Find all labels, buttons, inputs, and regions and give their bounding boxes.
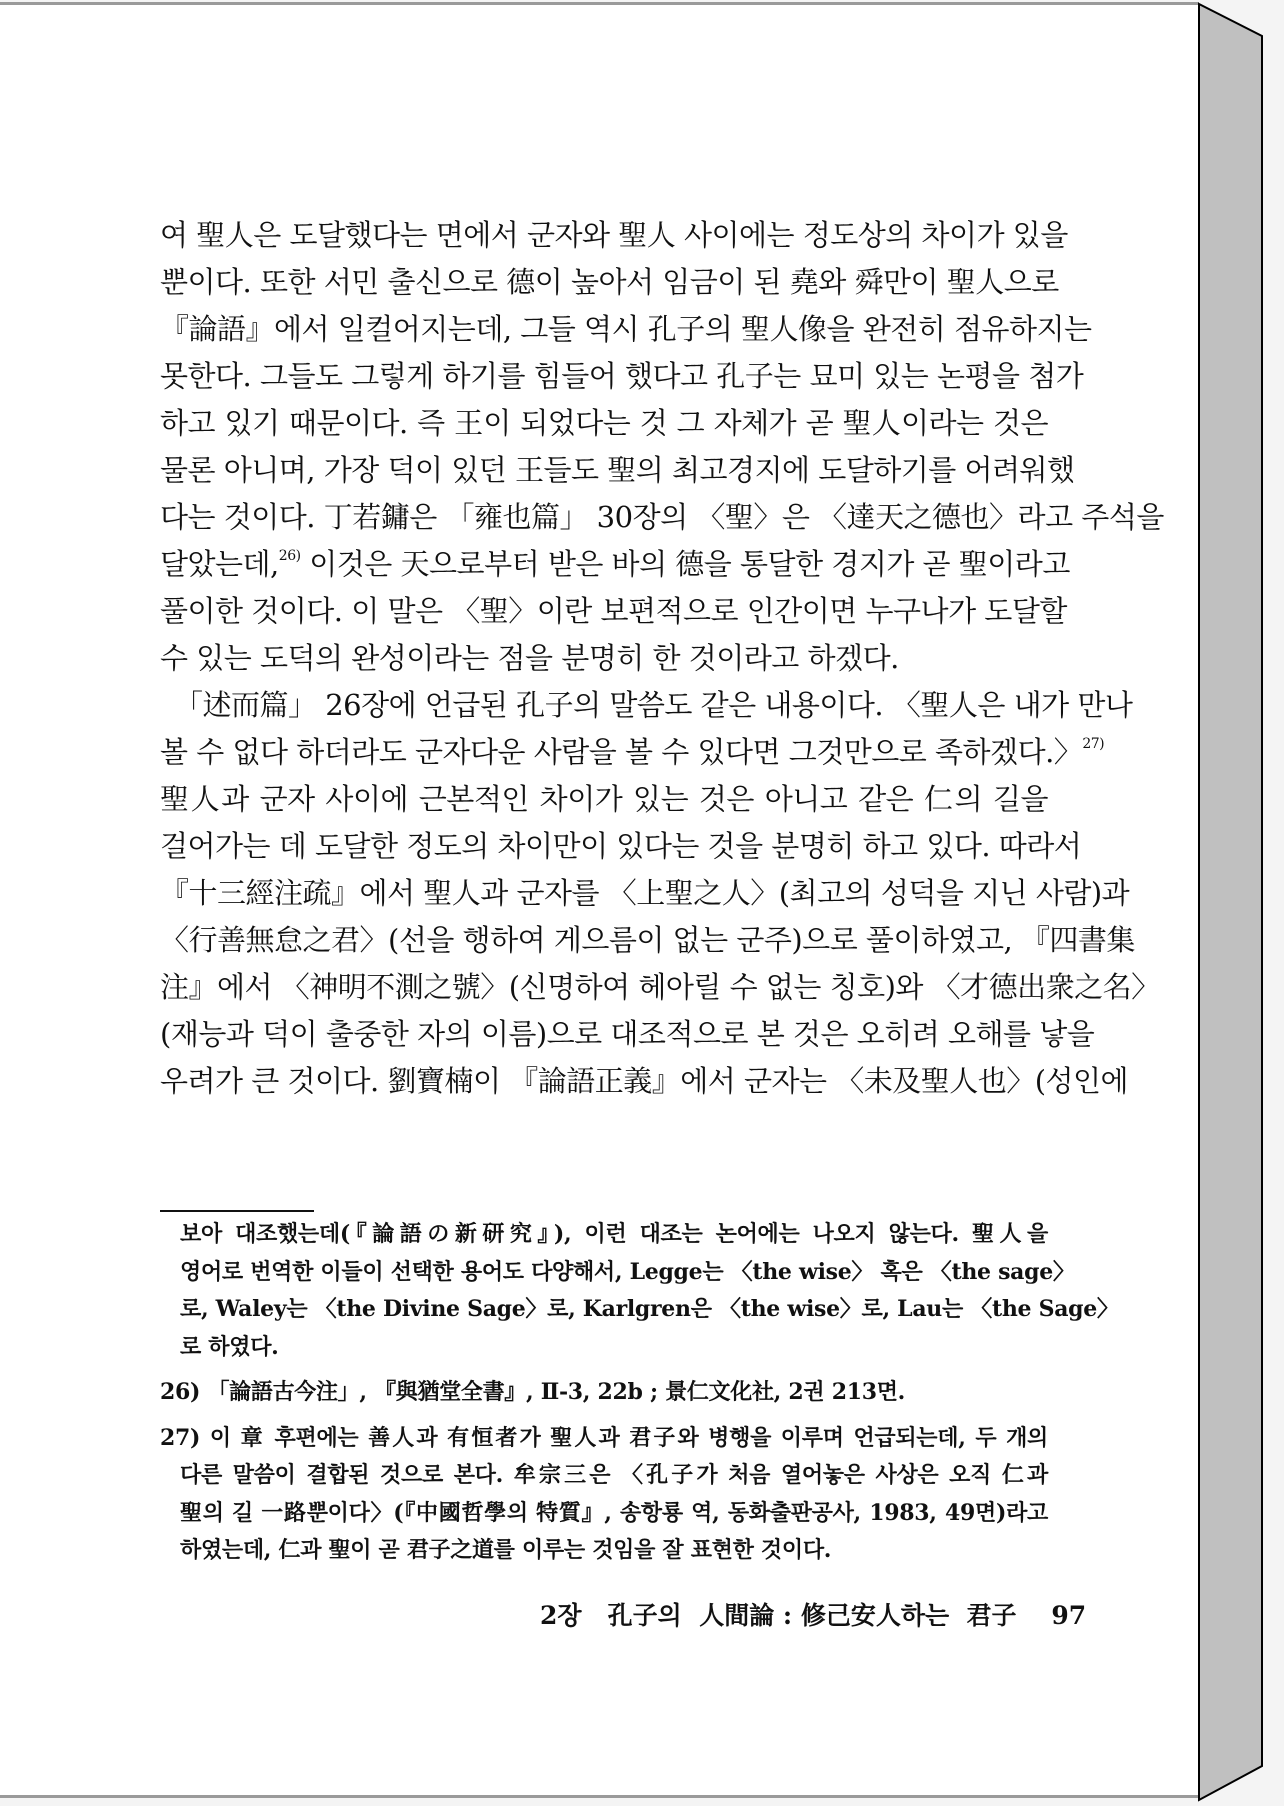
text-line: 『十三經注疏』에서 聖人과 군자를 〈上聖之人〉(최고의 성덕을 지닌 사람)과 <box>160 876 1130 910</box>
running-footer <box>540 1596 1086 1632</box>
text-line: 물론 아니며, 가장 덕이 있던 王들도 聖의 최고경지에 도달하기를 어려워했 <box>160 453 1075 487</box>
text-line: 걸어가는 데 도달한 정도의 차이만이 있다는 것을 분명히 하고 있다. 따라서 <box>160 829 1082 863</box>
footnotes <box>160 1216 1119 1570</box>
footnote-divider <box>160 1210 314 1212</box>
text-line: 『論語』에서 일컬어지는데, 그들 역시 孔子의 聖人像을 완전히 점유하지는 <box>160 312 1092 346</box>
text-line: 뿐이다. 또한 서민 출신으로 德이 높아서 임금이 된 堯와 舜만이 聖人으로 <box>160 265 1059 299</box>
text-line: 우려가 큰 것이다. 劉寶楠이 『論語正義』에서 군자는 〈未及聖人也〉(성인에 <box>160 1064 1129 1098</box>
text-line <box>160 729 1105 776</box>
footnote-line: 보아 대조했는데(『論語の新研究』), 이런 대조는 논어에는 나오지 않는다. 聖人을 <box>180 1221 1048 1247</box>
text-line: 注』에서 〈神明不測之號〉(신명하여 헤아릴 수 없는 칭호)와 〈才德出衆之名〉 <box>160 970 1160 1004</box>
body-text <box>160 212 1164 1105</box>
footnote-27: 27) 이 章 후편에는 善人과 有恒者가 聖人과 君子와 병행을 이루며 언급되는데, 두 개의 <box>160 1424 1048 1451</box>
text-fragment: 달았는데, <box>160 547 279 581</box>
text-line: 「述而篇」 26장에 언급된 孔子의 말씀도 같은 내용이다. 〈聖人은 내가 만나 <box>174 688 1133 722</box>
text-line: (재능과 덕이 출중한 자의 이름)으로 대조적으로 본 것은 오히려 오해를 낳을 <box>160 1017 1095 1051</box>
text-line <box>160 541 1070 588</box>
footnote-line: 하였는데, 仁과 聖이 곧 君子之道를 이루는 것임을 잘 표현한 것이다. <box>180 1537 832 1563</box>
page-number: 97 <box>1051 1601 1087 1630</box>
text-line: 하고 있기 때문이다. 즉 王이 되었다는 것 그 자체가 곧 聖人이라는 것은 <box>160 406 1048 440</box>
text-line: 못한다. 그들도 그렇게 하기를 힘들어 했다고 孔子는 묘미 있는 논평을 첨가 <box>160 359 1084 393</box>
text-line: 다는 것이다. 丁若鏞은 「雍也篇」 30장의 〈聖〉은 〈達天之德也〉라고 주석을 <box>160 500 1164 534</box>
footnote-line: 聖의 길 一路뿐이다〉(『中國哲學의 特質』, 송항룡 역, 동화출판공사, 1983, 49면)라고 <box>180 1499 1048 1526</box>
footnote-line: 로 하였다. <box>180 1333 279 1360</box>
text-line: 수 있는 도덕의 완성이라는 점을 분명히 한 것이라고 하겠다. <box>160 641 899 675</box>
text-line: 풀이한 것이다. 이 말은 〈聖〉이란 보편적으로 인간이면 누구나가 도달할 <box>160 594 1067 628</box>
text-fragment: 이것은 天으로부터 받은 바의 德을 통달한 경지가 곧 聖이라고 <box>309 547 1070 581</box>
page-stack-side <box>1199 4 1262 1800</box>
running-head: 2장 孔子의 人間論 : 修己安人하는 君子 <box>540 1601 1017 1630</box>
footnote-ref-26[interactable]: 26) <box>278 548 301 564</box>
text-line: 聖人과 군자 사이에 근본적인 차이가 있는 것은 아니고 같은 仁의 길을 <box>160 782 1048 816</box>
footnote-line: 다른 말씀이 결합된 것으로 본다. 牟宗三은 〈孔子가 처음 열어놓은 사상은 오직 仁과 <box>180 1462 1048 1488</box>
footnote-26: 26) 「論語古今注」, 『與猶堂全書』, Ⅱ-3, 22b ; 景仁文化社, 2권 213면. <box>160 1379 906 1405</box>
text-line: 〈行善無怠之君〉(선을 행하여 게으름이 없는 군주)으로 풀이하였고, 『四書集 <box>160 923 1135 957</box>
footnote-line: 로, Waley는 〈the Divine Sage〉로, Karlgren은 〈the wise〉로, Lau는 〈the Sage〉 <box>180 1296 1119 1322</box>
footnote-ref-27[interactable]: 27) <box>1082 736 1105 752</box>
footnote-line: 영어로 번역한 이들이 선택한 용어도 다양해서, Legge는 〈the wise〉 혹은 〈the sage〉 <box>180 1258 1075 1285</box>
text-fragment: 볼 수 없다 하더라도 군자다운 사람을 볼 수 있다면 그것만으로 족하겠다.〉 <box>160 735 1083 769</box>
text-line: 여 聖人은 도달했다는 면에서 군자와 聖人 사이에는 정도상의 차이가 있을 <box>160 218 1068 252</box>
